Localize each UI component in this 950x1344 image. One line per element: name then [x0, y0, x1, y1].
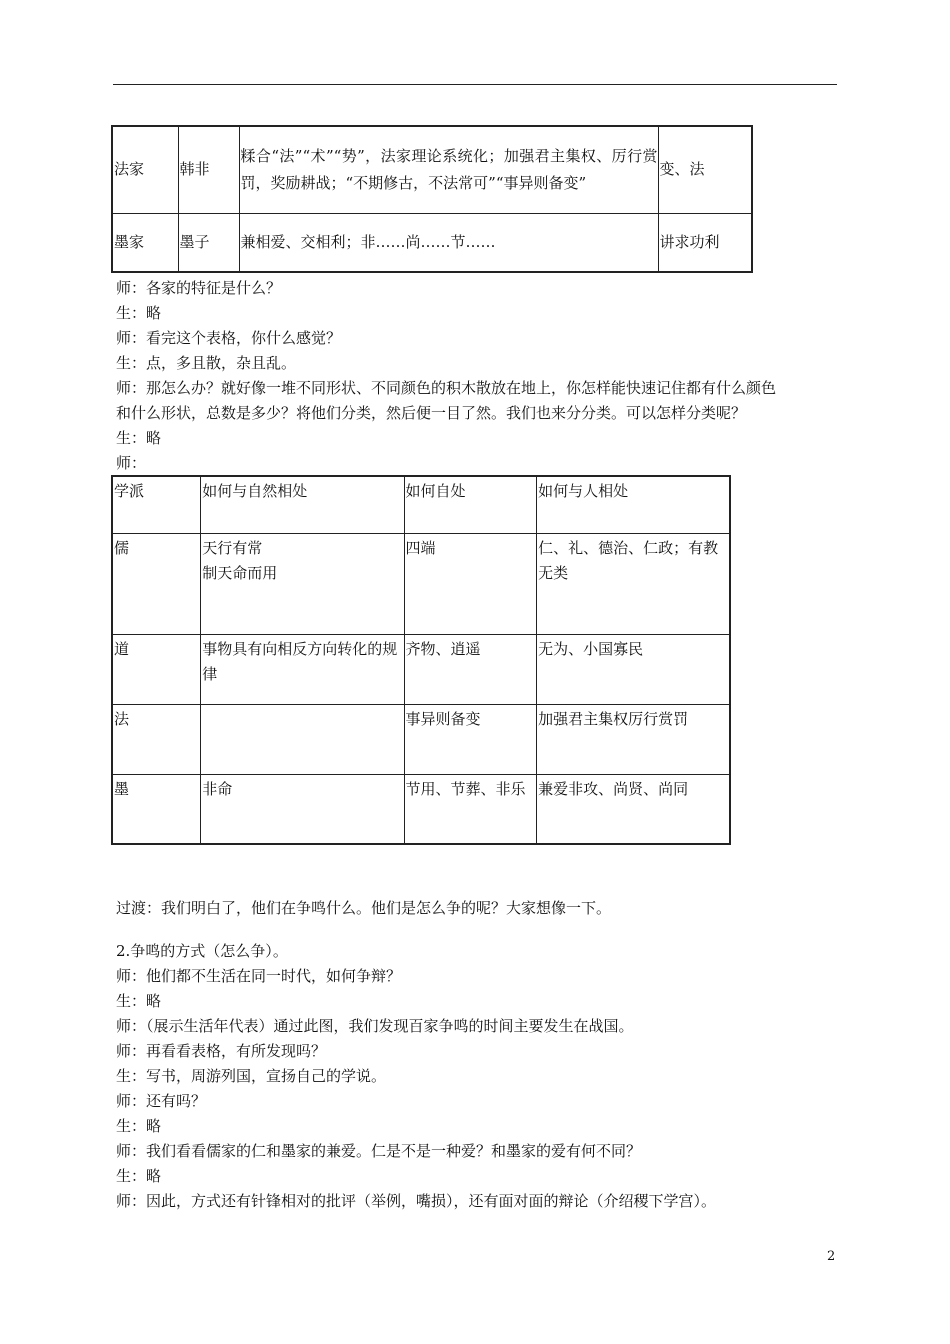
- dialogue-line: 和什么形状，总数是多少？将他们分类，然后便一目了然。我们也来分分类。可以怎样分类呢？: [116, 404, 747, 422]
- column-header: 学派: [112, 476, 201, 533]
- table-cell: 法家: [112, 126, 178, 213]
- dialogue-block: [116, 276, 776, 476]
- dialogue-line: 师：还有吗？: [116, 1092, 207, 1110]
- table-cell: [201, 704, 404, 774]
- dialogue-line: 师：再看看表格，有所发现吗？: [116, 1042, 327, 1060]
- table-cell: 韩非: [178, 126, 239, 213]
- table-row: [112, 634, 730, 704]
- table-cell: 事物具有向相反方向转化的规律: [201, 634, 404, 704]
- dialogue-line: 生：略: [116, 1117, 162, 1135]
- schools-summary-table: [111, 125, 753, 273]
- dialogue-line: 师：（展示生活年代表）通过此图，我们发现百家争鸣的时间主要发生在战国。: [116, 1017, 634, 1035]
- table-row: [112, 213, 752, 272]
- dialogue-line: 生：点，多且散，杂且乱。: [116, 354, 297, 372]
- table-cell: 齐物、逍遥: [404, 634, 537, 704]
- table-row: [112, 774, 730, 844]
- table-cell: 儒: [112, 533, 201, 634]
- dialogue-line: 生：写书，周游列国，宣扬自己的学说。: [116, 1067, 387, 1085]
- table-cell: 加强君主集权厉行赏罚: [537, 704, 730, 774]
- dialogue-line: 师：那怎么办？就好像一堆不同形状、不同颜色的积木散放在地上，你怎样能快速记住都有什么颜色: [116, 379, 777, 397]
- dialogue-line: 生：略: [116, 1167, 162, 1185]
- table-cell: 兼相爱、交相利；非……尚……节……: [239, 213, 658, 272]
- header-rule: [113, 84, 837, 85]
- table-cell: 四端: [404, 533, 537, 634]
- dialogue-line: 师：看完这个表格，你什么感觉？: [116, 329, 342, 347]
- table-row: [112, 126, 752, 213]
- transition-text: 过渡：我们明白了，他们在争鸣什么。他们是怎么争的呢？大家想像一下。: [116, 899, 612, 917]
- dialogue-line: 师：他们都不生活在同一时代，如何争辩？: [116, 967, 402, 985]
- page-number: 2: [827, 1249, 836, 1264]
- section-body: [116, 896, 716, 1214]
- dialogue-line: 师：因此，方式还有针锋相对的批评（举例，嘴损），还有面对面的辩论（介绍稷下学宫）。: [116, 1192, 717, 1210]
- table-cell: 讲求功利: [658, 213, 752, 272]
- dialogue-line: 生：略: [116, 992, 162, 1010]
- table-row: [112, 704, 730, 774]
- table-cell: 变、法: [658, 126, 752, 213]
- table-cell: 道: [112, 634, 201, 704]
- column-header: 如何与自然相处: [201, 476, 404, 533]
- table-cell: 事异则备变: [404, 704, 537, 774]
- dialogue-line: 师：各家的特征是什么？: [116, 279, 282, 297]
- table-cell: 兼爱非攻、尚贤、尚同: [537, 774, 730, 844]
- table-cell: 天行有常 制天命而用: [201, 533, 404, 634]
- table-cell: 非命: [201, 774, 404, 844]
- section-title: 2.争鸣的方式（怎么争）。: [116, 942, 288, 960]
- table-row: [112, 533, 730, 634]
- column-header: 如何与人相处: [537, 476, 730, 533]
- table-cell: 法: [112, 704, 201, 774]
- table-cell: 仁、礼、德治、仁政；有教无类: [537, 533, 730, 634]
- table-cell: 节用、节葬、非乐: [404, 774, 537, 844]
- table-cell: 墨子: [178, 213, 239, 272]
- classification-table: [111, 475, 731, 845]
- table-cell: 糅合“法”“术”“势”，法家理论系统化；加强君主集权、厉行赏罚，奖励耕战；“不期修古，不法常可”“事异则备变”: [239, 126, 658, 213]
- table-header-row: [112, 476, 730, 533]
- table-cell: 墨家: [112, 213, 178, 272]
- column-header: 如何自处: [404, 476, 537, 533]
- dialogue-line: 师：: [116, 454, 147, 472]
- dialogue-line: 生：略: [116, 429, 162, 447]
- table-cell: 墨: [112, 774, 201, 844]
- table-cell: 无为、小国寡民: [537, 634, 730, 704]
- dialogue-line: 生：略: [116, 304, 162, 322]
- dialogue-line: 师：我们看看儒家的仁和墨家的兼爱。仁是不是一种爱？和墨家的爱有何不同？: [116, 1142, 642, 1160]
